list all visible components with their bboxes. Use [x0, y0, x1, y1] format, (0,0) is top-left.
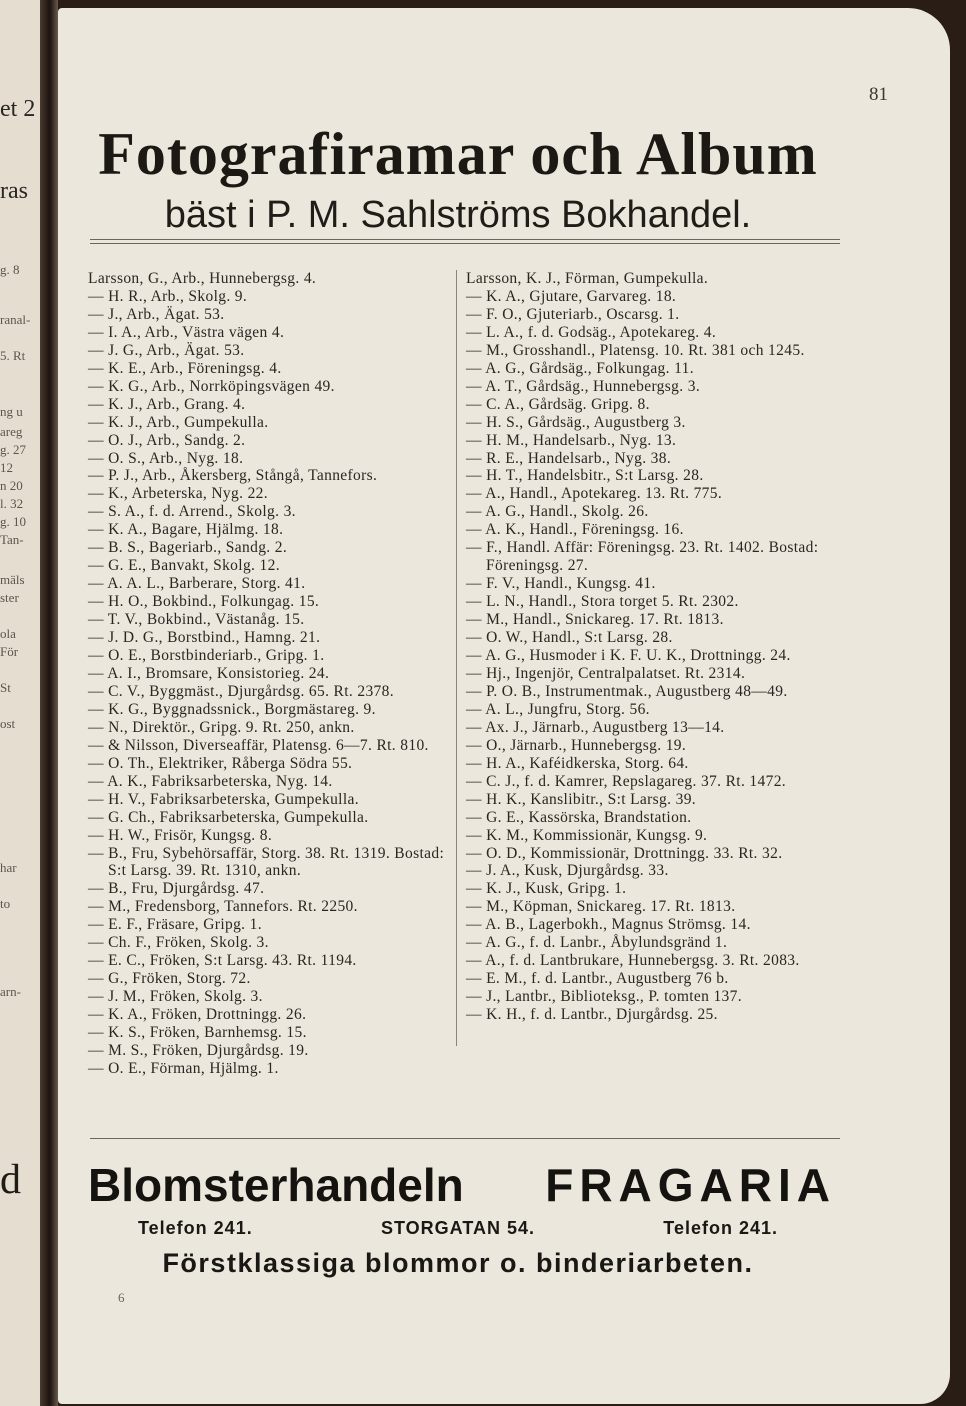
- directory-entry: — J., Lantbr., Biblioteksg., P. tomten 137.: [466, 988, 742, 1006]
- directory-entry: — M., Köpman, Snickareg. 17. Rt. 1813.: [466, 898, 736, 916]
- directory-entry: — C. V., Byggmäst., Djurgårdsg. 65. Rt. 2378.: [88, 682, 394, 700]
- advertisement-contacts: [138, 1218, 778, 1239]
- directory-entry: — K. J., Arb., Gumpekulla.: [88, 413, 269, 431]
- directory-entry: — A., Handl., Apotekareg. 13. Rt. 775.: [466, 485, 723, 503]
- directory-entry: — H. S., Gårdsäg., Augustberg 3.: [466, 413, 686, 431]
- margin-fragment: g. 10: [0, 514, 26, 529]
- directory-entry: — R. E., Handelsarb., Nyg. 38.: [466, 449, 672, 467]
- directory-entry: — G. E., Banvakt, Skolg. 12.: [88, 557, 280, 575]
- header-divider: [90, 239, 840, 240]
- directory-entry: — J. M., Fröken, Skolg. 3.: [88, 988, 263, 1006]
- directory-entry: — J., Arb., Ägat. 53.: [88, 305, 225, 323]
- directory-entry: Larsson, K. J., Förman, Gumpekulla.: [466, 270, 709, 287]
- directory-entry: — L. N., Handl., Stora torget 5. Rt. 2302.: [466, 593, 739, 611]
- margin-fragment: 5. Rt: [0, 348, 26, 363]
- margin-fragment: d: [0, 1157, 21, 1203]
- directory-entry: — M., Grosshandl., Platensg. 10. Rt. 381 och 1245.: [466, 341, 805, 359]
- header-divider: [90, 243, 840, 244]
- directory-entry: — K. M., Kommissionär, Kungsg. 9.: [466, 826, 708, 844]
- directory-entry: — Ax. J., Järnarb., Augustberg 13—14.: [466, 718, 725, 736]
- header-title: Fotografiramar och Album: [98, 121, 818, 187]
- margin-fragment: ras: [0, 178, 28, 204]
- margin-fragment: Tan-: [0, 532, 24, 547]
- margin-fragment: För: [0, 644, 19, 659]
- directory-entry: — A. A. L., Barberare, Storg. 41.: [88, 575, 306, 593]
- printer-signature-mark: 6: [118, 1290, 125, 1305]
- margin-fragment: ng u: [0, 404, 23, 419]
- directory-entry: — B., Fru, Djurgårdsg. 47.: [88, 880, 265, 898]
- directory-entry: — A., f. d. Lantbrukare, Hunnebergsg. 3. Rt. 2083.: [466, 952, 800, 970]
- directory-entry: Larsson, G., Arb., Hunnebergsg. 4.: [88, 270, 317, 287]
- directory-entry: — A. G., Gårdsäg., Folkungag. 11.: [466, 359, 694, 377]
- directory-entry: — A. B., Lagerbokh., Magnus Strömsg. 14.: [466, 916, 751, 934]
- directory-entry: — Hj., Ingenjör, Centralpalatset. Rt. 2314.: [466, 664, 746, 682]
- directory-entry: — O., Järnarb., Hunnebergsg. 19.: [466, 736, 687, 754]
- margin-fragment: ola: [0, 626, 16, 641]
- directory-entry: — A. G., Husmoder i K. F. U. K., Drottningg. 24.: [466, 647, 791, 665]
- directory-entry: — K. S., Fröken, Barnhemsg. 15.: [88, 1024, 307, 1042]
- directory-entry: — P. O. B., Instrumentmak., Augustberg 48—49.: [466, 682, 788, 700]
- directory-entry: — K. H., f. d. Lantbr., Djurgårdsg. 25.: [466, 1006, 718, 1024]
- margin-fragment: St: [0, 680, 11, 695]
- directory-entry: — K. G., Arb., Norrköpingsvägen 49.: [88, 377, 335, 395]
- directory-entry: — J. G., Arb., Ägat. 53.: [88, 341, 245, 359]
- directory-entry: — K. A., Bagare, Hjälmg. 18.: [88, 521, 284, 539]
- directory-entry: — J. A., Kusk, Djurgårdsg. 33.: [466, 862, 669, 880]
- directory-entry: — B., Fru, Sybehörsaffär, Storg. 38. Rt. 1319. Bostad: S:t Larsg. 39. Rt. 1310, ankn.: [88, 844, 445, 880]
- page-number: 81: [869, 84, 888, 105]
- directory-entry: — K. A., Fröken, Drottningg. 26.: [88, 1006, 307, 1024]
- directory-entry: — H. M., Handelsarb., Nyg. 13.: [466, 431, 677, 449]
- directory-entry: — M., Fredensborg, Tannefors. Rt. 2250.: [88, 898, 358, 916]
- directory-entry: — O. W., Handl., S:t Larsg. 28.: [466, 629, 673, 647]
- directory-entry: — M. S., Fröken, Djurgårdsg. 19.: [88, 1041, 309, 1059]
- directory-entry: — H. R., Arb., Skolg. 9.: [88, 287, 248, 305]
- directory-entry: — L. A., f. d. Godsäg., Apotekareg. 4.: [466, 323, 717, 341]
- directory-entry: — K. J., Kusk, Gripg. 1.: [466, 880, 627, 898]
- directory-entry: — B. S., Bageriarb., Sandg. 2.: [88, 539, 288, 557]
- directory-entry: — H. V., Fabriksarbeterska, Gumpekulla.: [88, 790, 359, 808]
- advertisement-title: [88, 1158, 836, 1212]
- directory-entry: — C. A., Gårdsäg. Gripg. 8.: [466, 395, 650, 413]
- directory-entry: — F., Handl. Affär: Föreningsg. 23. Rt. 1402. Bostad: Föreningsg. 27.: [466, 539, 819, 575]
- directory-entry: — A. L., Jungfru, Storg. 56.: [466, 700, 650, 718]
- advertisement-shop-name: Blomsterhandeln: [88, 1159, 464, 1211]
- directory-entry: — M., Handl., Snickareg. 17. Rt. 1813.: [466, 611, 724, 629]
- directory-entry: — K. G., Byggnadssnick., Borgmästareg. 9.: [88, 700, 376, 718]
- directory-column-right: [466, 270, 838, 1024]
- directory-entry: — H. W., Frisör, Kungsg. 8.: [88, 826, 273, 844]
- directory-entry: — K., Arbeterska, Nyg. 22.: [88, 485, 269, 503]
- directory-entry: — K. E., Arb., Föreningsg. 4.: [88, 359, 282, 377]
- directory-column-left: [88, 270, 451, 1078]
- directory-entry: — E. F., Fräsare, Gripg. 1.: [88, 916, 262, 934]
- directory-entry: — H. K., Kanslibitr., S:t Larsg. 39.: [466, 790, 697, 808]
- margin-fragment: g. 27: [0, 442, 26, 457]
- advertisement-phone-right: Telefon 241.: [663, 1218, 778, 1238]
- advertisement-phone-left: Telefon 241.: [138, 1218, 253, 1238]
- directory-entry: — K. J., Arb., Grang. 4.: [88, 395, 246, 413]
- directory-entry: — I. A., Arb., Västra vägen 4.: [88, 323, 285, 341]
- directory-entry: — G. Ch., Fabriksarbeterska, Gumpekulla.: [88, 808, 369, 826]
- margin-fragment: to: [0, 896, 11, 911]
- margin-fragment: ranal-: [0, 312, 31, 327]
- header-subtitle: bäst i P. M. Sahlströms Bokhandel.: [164, 194, 752, 236]
- margin-fragment: l. 32: [0, 496, 24, 511]
- directory-entry: — O. Th., Elektriker, Råberga Södra 55.: [88, 754, 353, 772]
- advertisement-address: STORGATAN 54.: [380, 1218, 536, 1238]
- margin-fragment: arn-: [0, 984, 21, 999]
- directory-entry: — N., Direktör., Gripg. 9. Rt. 250, ankn.: [88, 718, 355, 736]
- advertisement-divider: [90, 1138, 840, 1139]
- directory-entry: — P. J., Arb., Åkersberg, Stångå, Tannefors.: [88, 467, 378, 485]
- column-divider: [456, 270, 457, 1046]
- directory-entry: — O. E., Förman, Hjälmg. 1.: [88, 1059, 279, 1077]
- adjacent-page-edge: [0, 0, 40, 1406]
- margin-fragment: mäls: [0, 572, 25, 587]
- advertisement-tagline: Förstklassiga blommor o. binderiarbeten.: [162, 1248, 754, 1278]
- directory-entry: — A. T., Gårdsäg., Hunnebergsg. 3.: [466, 377, 701, 395]
- directory-entry: — Ch. F., Fröken, Skolg. 3.: [88, 934, 269, 952]
- directory-entry: — C. J., f. d. Kamrer, Repslagareg. 37. Rt. 1472.: [466, 772, 787, 790]
- margin-fragment: areg: [0, 424, 23, 439]
- directory-entry: — O. E., Borstbinderiarb., Gripg. 1.: [88, 647, 325, 665]
- directory-entry: — & Nilsson, Diverseaffär, Platensg. 6—7. Rt. 810.: [88, 736, 429, 754]
- directory-entry: — O. J., Arb., Sandg. 2.: [88, 431, 246, 449]
- directory-entry: — A. I., Bromsare, Konsistorieg. 24.: [88, 664, 330, 682]
- directory-entry: — A. G., Handl., Skolg. 26.: [466, 503, 649, 521]
- directory-entry: — E. M., f. d. Lantbr., Augustberg 76 b.: [466, 970, 729, 988]
- directory-entry: — J. D. G., Borstbind., Hamng. 21.: [88, 629, 321, 647]
- document-page: [58, 8, 950, 1404]
- margin-fragment: et 2: [0, 96, 36, 122]
- margin-fragment: 12: [0, 460, 13, 475]
- directory-entry: — F. O., Gjuteriarb., Oscarsg. 1.: [466, 305, 680, 323]
- directory-entry: — S. A., f. d. Arrend., Skolg. 3.: [88, 503, 296, 521]
- directory-entry: — F. V., Handl., Kungsg. 41.: [466, 575, 656, 593]
- directory-entry: — H. A., Kaféidkerska, Storg. 64.: [466, 754, 689, 772]
- directory-entry: — G. E., Kassörska, Brandstation.: [466, 808, 692, 826]
- margin-fragment: n 20: [0, 478, 23, 493]
- directory-entry: — O. D., Kommissionär, Drottningg. 33. Rt. 32.: [466, 844, 783, 862]
- margin-fragment: har: [0, 860, 17, 875]
- margin-fragment: ost: [0, 716, 16, 731]
- directory-entry: — K. A., Gjutare, Garvareg. 18.: [466, 287, 677, 305]
- margin-fragment: g. 8: [0, 262, 20, 277]
- directory-entry: — O. S., Arb., Nyg. 18.: [88, 449, 244, 467]
- directory-entry: — H. O., Bokbind., Folkungag. 15.: [88, 593, 320, 611]
- advertisement-brand: FRAGARIA: [545, 1159, 836, 1211]
- directory-entry: — G., Fröken, Storg. 72.: [88, 970, 251, 988]
- margin-fragment: ster: [0, 590, 19, 605]
- directory-entry: — T. V., Bokbind., Västanåg. 15.: [88, 611, 305, 629]
- book-gutter: [40, 0, 58, 1406]
- directory-entry: — A. K., Fabriksarbeterska, Nyg. 14.: [88, 772, 333, 790]
- directory-entry: — A. G., f. d. Lanbr., Åbylundsgränd 1.: [466, 934, 728, 952]
- directory-entry: — H. T., Handelsbitr., S:t Larsg. 28.: [466, 467, 704, 485]
- directory-entry: — E. C., Fröken, S:t Larsg. 43. Rt. 1194.: [88, 952, 357, 970]
- directory-entry: — A. K., Handl., Föreningsg. 16.: [466, 521, 684, 539]
